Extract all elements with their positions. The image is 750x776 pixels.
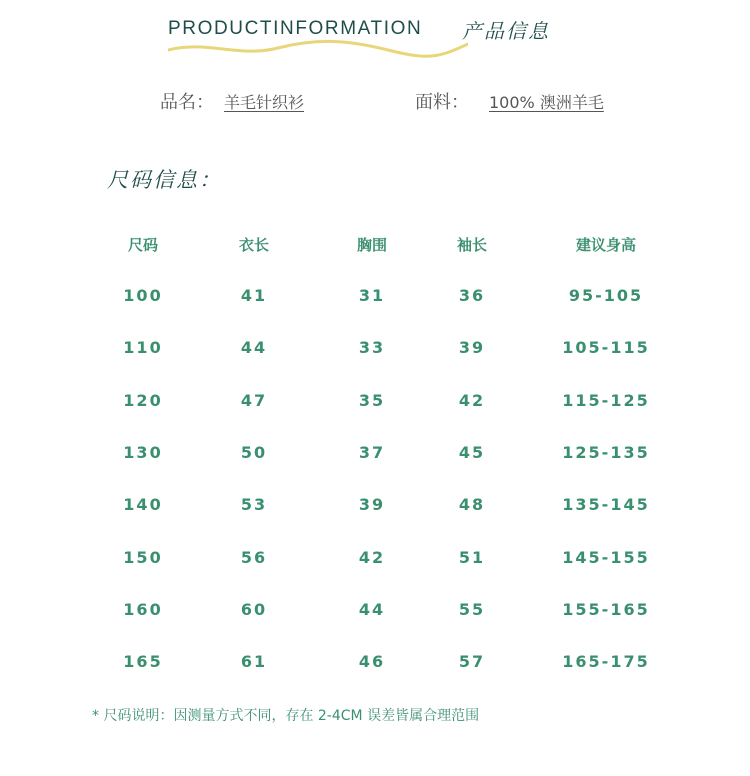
- table-cell-height: 145-155: [562, 547, 650, 567]
- table-cell-height: 95-105: [568, 286, 644, 305]
- table-cell-sleeve: 42: [458, 390, 486, 410]
- table-cell-length: 47: [240, 390, 268, 410]
- table-cell-chest: 33: [358, 338, 386, 358]
- table-cell-sleeve: 39: [458, 338, 486, 358]
- table-cell-chest: 37: [358, 442, 386, 462]
- table-cell-sleeve: 57: [458, 652, 486, 672]
- table-cell-size: 160: [123, 599, 163, 619]
- product-info-row: [0, 86, 750, 116]
- table-header-height: 建议身高: [575, 236, 637, 254]
- table-cell-chest: 35: [358, 390, 386, 410]
- table-cell-chest: 44: [358, 599, 386, 619]
- table-cell-sleeve: 55: [458, 599, 486, 619]
- size-footnote: * 尺码说明：因测量方式不同，存在 2-4CM 误差皆属合理范围: [92, 708, 480, 724]
- header-chinese-title: 产品信息: [462, 19, 550, 43]
- table-cell-height: 125-135: [562, 442, 650, 462]
- table-cell-height: 165-175: [562, 652, 650, 672]
- table-cell-height: 105-115: [562, 338, 650, 358]
- table-cell-chest: 46: [358, 652, 386, 672]
- header-english-title: PRODUCTINFORMATION: [168, 18, 423, 39]
- table-cell-chest: 42: [358, 547, 386, 567]
- table-cell-size: 110: [123, 338, 163, 358]
- wave-decoration: [168, 36, 468, 58]
- table-cell-sleeve: 48: [458, 495, 486, 515]
- table-cell-length: 56: [240, 547, 268, 567]
- table-cell-sleeve: 45: [458, 442, 486, 462]
- table-cell-size: 120: [123, 390, 163, 410]
- table-cell-length: 60: [240, 599, 268, 619]
- size-section-title: 尺码信息：: [107, 168, 222, 192]
- product-name-label: 品名：: [160, 92, 214, 113]
- table-cell-size: 100: [123, 286, 163, 305]
- table-cell-sleeve: 36: [458, 286, 486, 305]
- table-cell-size: 140: [123, 495, 163, 515]
- table-header-sleeve: 袖长: [456, 236, 488, 254]
- table-header-length: 衣长: [238, 236, 270, 254]
- fabric-value: 100% 澳洲羊毛: [489, 93, 604, 112]
- table-cell-sleeve: 51: [458, 547, 486, 567]
- table-cell-length: 41: [240, 286, 268, 305]
- page-header: [0, 10, 750, 60]
- table-cell-length: 53: [240, 495, 268, 515]
- table-cell-length: 50: [240, 442, 268, 462]
- table-cell-height: 115-125: [562, 390, 650, 410]
- product-name-value: 羊毛针织衫: [224, 93, 305, 112]
- fabric-label: 面料：: [415, 92, 469, 113]
- table-cell-height: 155-165: [562, 599, 650, 619]
- table-header-size: 尺码: [127, 236, 159, 254]
- table-cell-size: 150: [123, 547, 163, 567]
- table-cell-chest: 39: [358, 495, 386, 515]
- table-cell-length: 61: [240, 652, 268, 672]
- table-header-chest: 胸围: [356, 236, 388, 254]
- table-cell-length: 44: [240, 338, 268, 358]
- table-cell-size: 165: [123, 652, 163, 672]
- table-cell-chest: 31: [358, 286, 386, 305]
- table-cell-height: 135-145: [562, 495, 650, 515]
- table-cell-size: 130: [123, 442, 163, 462]
